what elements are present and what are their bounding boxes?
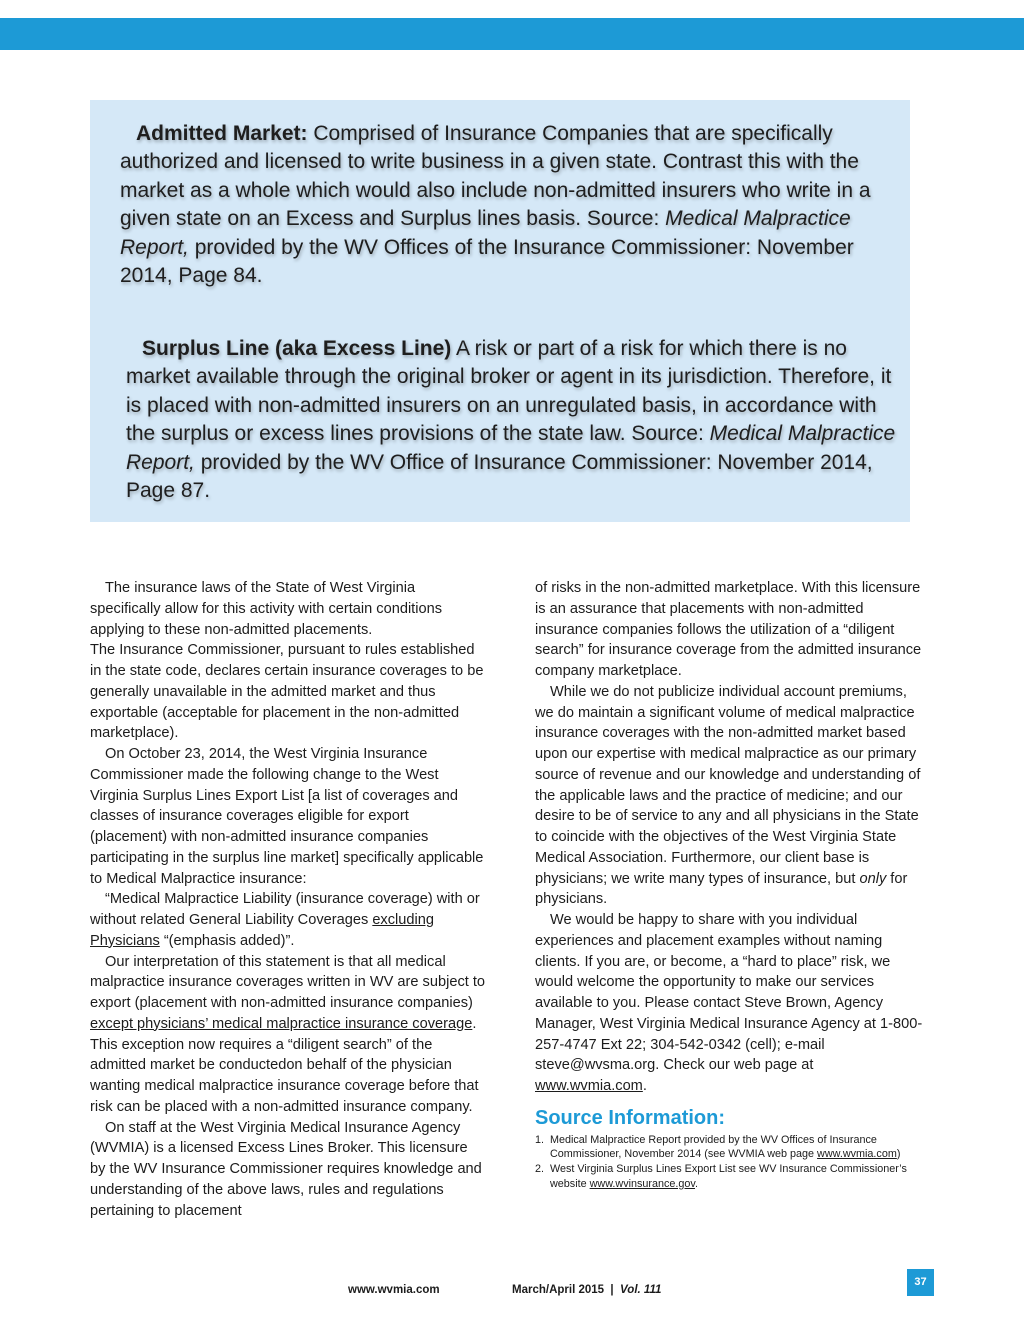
footer-website[interactable]: www.wvmia.com [348, 1284, 440, 1296]
source-after-1: ) [896, 1148, 901, 1161]
left-column [90, 578, 485, 1221]
premiums-rest: for physicians. [535, 870, 908, 908]
source-list [535, 1133, 925, 1191]
volume-number: Vol. 111 [620, 1284, 662, 1296]
left-paragraph-2: The Insurance Commissioner, pursuant to rules established in the state code, declares certain insurance coverages to be generally unavailable in the admitted market and thus exportable (acceptable for placement in the non-admitted marketplace). [90, 642, 484, 742]
excluding-physicians-underline: excluding Physicians [90, 912, 434, 949]
left-paragraph-5 [90, 952, 485, 1118]
left-paragraph-1: The insurance laws of the State of West Virginia specifically allow for this activity with certain conditions applying to these non-admitted placements. [90, 580, 443, 638]
only-emphasis: only [859, 870, 887, 887]
wvmia-link[interactable]: www.wvmia.com [535, 1078, 643, 1094]
source-item-1 [535, 1133, 925, 1162]
interpretation-text: Our interpretation of this statement is that all medical malpractice insurance coverages written in WV are subject to export (placement with non-admitted insurance companies) [90, 953, 486, 1011]
emphasis-note: “(emphasis added)”. [159, 932, 295, 949]
surplus-source-title: Medical Malpractice Report, [126, 422, 896, 474]
source-text-2: West Virginia Surplus Lines Export List see WV Insurance Commissioner’s website [550, 1162, 907, 1190]
admitted-market-body: Comprised of Insurance Companies that are specifically authorized and licensed to write business in a given state. Contrast this with the market as a whole which would also include non-admitted insurers who write in a given state on an Excess and Surplus lines basis. Source: [120, 122, 871, 231]
issue-date: March/April 2015 [512, 1284, 605, 1296]
premiums-text: While we do not publicize individual account premiums, we do maintain a significant volume of medical malpractice insurance coverages with the non-admitted market based upon our expertise with medical malpractice as our primary source of revenue and our knowledge and understanding of the applicable laws and the practice of medicine; and our desire to be of service to any and all physicians in the State to coincide with the objectives of the West Virginia State Medical Association. Furthermore, our client base is physicians; we write many types of insurance, but [535, 683, 921, 887]
source-link-1[interactable]: www.wvmia.com [817, 1148, 897, 1161]
definitions-callout [90, 100, 910, 522]
admitted-market-definition [120, 120, 890, 290]
admitted-source-rest: provided by the WV Offices of the Insurance Commissioner: November 2014, Page 84. [120, 235, 854, 288]
source-information-heading: Source Information: [535, 1106, 726, 1129]
right-paragraph-2 [535, 682, 925, 910]
source-number-2: 2. [535, 1162, 545, 1175]
surplus-line-definition [126, 335, 896, 505]
source-number-1: 1. [535, 1133, 545, 1146]
source-text-1: Medical Malpractice Report provided by the WV Offices of Insurance Commissioner, November 2014 (see WVMIA web page [550, 1133, 877, 1161]
page-number-badge: 37 [907, 1269, 934, 1296]
interpretation-rest: . This exception now requires a “diligent search” of the admitted market be conductedon behalf of the physician wanting medical malpractice insurance coverage before that risk can be placed with a non-admitted insurance company. [90, 1015, 479, 1115]
footer-separator: | [604, 1284, 621, 1296]
footer-issue [512, 1284, 661, 1296]
surplus-line-body: A risk or part of a risk for which there is no market available through the original broker or agent in its jurisdiction. Therefore, it is placed with non-admitted insurers on an unregulated basis, in accordance with the surplus or excess lines provisions of the state law. Source: [126, 337, 892, 446]
admitted-market-term: Admitted Market: [136, 122, 308, 145]
source-link-2[interactable]: www.wvinsurance.gov [589, 1177, 696, 1190]
contact-text: We would be happy to share with you individual experiences and placement examples without naming clients. If you are, or become, a “hard to place” risk, we would welcome the opportunity to make our services available to you. Please contact Steve Brown, Agency Manager, West Virginia Medical Insurance Agency at 1-800-257-4747 Ext 22; 304-542-0342 (cell); e-mail steve@wvsma.org. Check our web page at [535, 912, 923, 1074]
surplus-source-rest: provided by the WV Office of Insurance Commissioner: November 2014, Page 87. [126, 450, 873, 503]
exception-underline: except physicians’ medical malpractice insurance coverage [90, 1015, 473, 1032]
admitted-source-title: Medical Malpractice Report, [120, 207, 851, 259]
surplus-line-term: Surplus Line (aka Excess Line) [142, 337, 452, 360]
left-paragraph-4 [90, 889, 485, 951]
right-paragraph-3 [535, 910, 925, 1097]
right-paragraph-1: of risks in the non-admitted marketplace. With this licensure is an assurance that placements with non-admitted insurance companies follows the utilization of a “diligent search” for insurance coverage from the admitted insurance company marketplace. [535, 580, 922, 679]
top-banner [0, 18, 1024, 50]
quote-text: “Medical Malpractice Liability (insurance coverage) with or without related General Liability Coverages [90, 891, 480, 928]
contact-end: . [642, 1078, 647, 1094]
left-paragraph-6: On staff at the West Virginia Medical Insurance Agency (WVMIA) is a licensed Excess Lines Broker. This licensure by the WV Insurance Commissioner requires knowledge and understanding of the above laws, rules and regulations pertaining to placement [90, 1119, 482, 1219]
source-after-2: . [695, 1177, 699, 1190]
source-item-2 [535, 1162, 925, 1191]
right-column [535, 578, 925, 1191]
left-paragraph-3: On October 23, 2014, the West Virginia Insurance Commissioner made the following change to the West Virginia Surplus Lines Export List [a list of coverages and classes of insurance coverages eligible for export (placement) with non-admitted insurance companies participating in the surplus line market] specifically applicable to Medical Malpractice insurance: [90, 746, 484, 887]
